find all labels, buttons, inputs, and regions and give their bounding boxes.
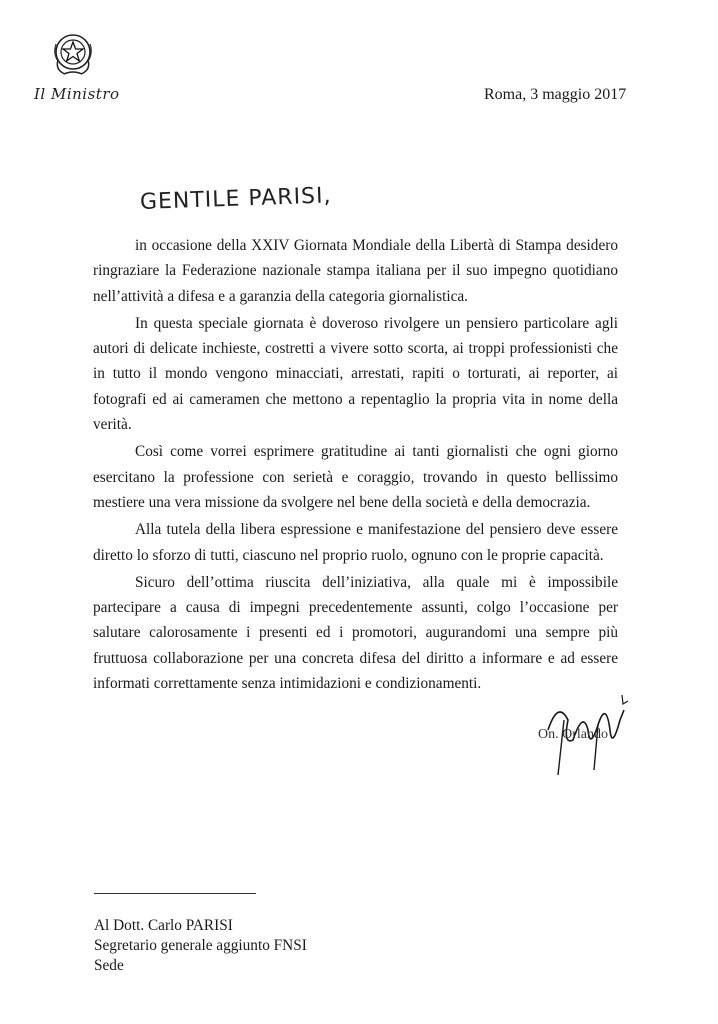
paragraph-2: In questa speciale giornata è doveroso rivolgere un pensiero particolare agli autori di delicate inchieste, costretti a vivere sotto scorta, ai troppi professionisti che in tutto il mondo vengono minacciati, arrestati, rapiti o torturati, ai reporter, ai fotografi ed ai cameramen che mettono a repentaglio la propria vita in nome della verità. — [93, 314, 618, 434]
salutation-greeting: GENTILE — [139, 186, 241, 215]
recipient-location: Sede — [94, 957, 124, 974]
recipient-name: Al Dott. Carlo PARISI — [94, 917, 233, 934]
paragraph-4: Alla tutela della libera espressione e manifestazione del pensiero deve essere diretto lo sforzo di tutti, ciascuno nel proprio ruolo, ognuno con le proprie capacità. — [93, 521, 618, 564]
signature-printed-name: On. Orlando — [538, 727, 608, 742]
italian-republic-emblem-icon — [50, 30, 96, 78]
paragraph-1: in occasione della XXIV Giornata Mondiale della Libertà di Stampa desidero ringraziare la Federazione nazionale stampa italiana per il suo impegno quotidiano nell’attività a difesa e a garanzia della categoria giornalistica. — [93, 237, 618, 305]
paragraph-3: Così come vorrei esprimere gratitudine ai tanti giornalisti che ogni giorno esercitano la professione con serietà e coraggio, trovando in questo bellissimo mestiere una vera missione da svolgere nel bene della società e della democrazia. — [93, 443, 618, 511]
office-title: Il Ministro — [34, 85, 120, 103]
paragraph-5: Sicuro dell’ottima riuscita dell’iniziativa, alla quale mi è impossibile partecipare a causa di impegni precedentemente assunti, colgo l’occasione per salutare calorosamente i presenti ed i promotori, augurandomi una sempre più fruttuosa collaborazione per una concreta difesa del diritto a informare e ad essere informati correttamente senza intimidazioni e condizionamenti. — [93, 573, 618, 693]
handwritten-salutation — [140, 183, 332, 215]
recipient-role: Segretario generale aggiunto FNSI — [94, 937, 307, 954]
salutation-name: PARISI, — [247, 183, 332, 212]
divider-line — [94, 893, 256, 894]
letter-body — [93, 233, 618, 696]
letter-date: Roma, 3 maggio 2017 — [484, 86, 627, 103]
recipient-block — [94, 916, 307, 976]
